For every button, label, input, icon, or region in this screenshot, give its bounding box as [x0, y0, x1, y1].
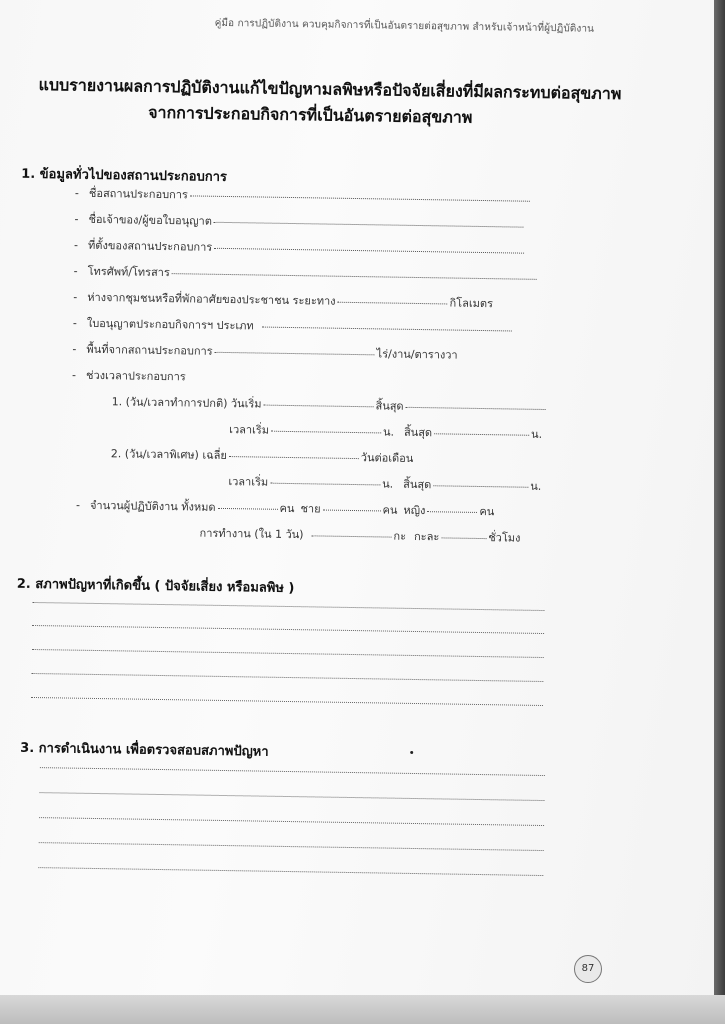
blank-hours-per-shift[interactable] — [441, 536, 486, 539]
label-normal-time-start: เวลาเริ่ม — [229, 423, 270, 437]
label-phone: โทรศัพท์/โทรสาร — [87, 264, 170, 280]
field-workers: - จำนวนผู้ปฏิบัติงาน ทั้งหมด คน ชาย คน หญิง คน — [76, 496, 495, 521]
section-2-blank-line-3[interactable] — [32, 649, 544, 658]
label-area-unit: ไร่/งาน/ตารางวา — [376, 347, 458, 362]
label-special-time-end: สิ้นสุด — [403, 477, 432, 492]
section-3-blank-line-4[interactable] — [39, 842, 544, 851]
label-special-hour-unit-2: น. — [530, 479, 542, 493]
blank-distance[interactable] — [338, 301, 448, 305]
label-person-3: คน — [479, 504, 495, 519]
running-header: คู่มือ การปฏิบัติงาน ควบคุมกิจการที่เป็นอันตรายต่อสุขภาพ สำหรับเจ้าหน้าที่ผู้ปฏิบัติงาน — [214, 17, 595, 35]
label-address: ที่ตั้งของสถานประกอบการ — [88, 238, 213, 254]
blank-workers-total[interactable] — [218, 507, 278, 510]
section-3-blank-line-1[interactable] — [40, 767, 545, 776]
field-hours: - ช่วงเวลาประกอบการ — [72, 366, 186, 386]
label-special-days: 2. (วัน/เวลาพิเศษ) เฉลี่ย — [110, 447, 227, 463]
label-distance: ห่างจากชุมชนหรือที่พักอาศัยของประชาชน ระยะทาง — [87, 290, 336, 308]
blank-license[interactable] — [262, 326, 512, 332]
background-surface-right — [714, 0, 725, 1024]
form-title-line-1: แบบรายงานผลการปฏิบัติงานแก้ไขปัญหามลพิษหรือปัจจัยเสี่ยงที่มีผลกระทบต่อสุขภาพ — [38, 75, 622, 104]
section-2-blank-line-1[interactable] — [32, 602, 544, 611]
stray-ink-dot — [410, 751, 413, 754]
label-workers: จำนวนผู้ปฏิบัติงาน ทั้งหมด — [89, 498, 216, 514]
label-female: หญิง — [403, 503, 426, 518]
label-special-time-start: เวลาเริ่ม — [228, 475, 269, 489]
page-number-badge: 87 — [574, 955, 602, 983]
label-person-1: คน — [279, 501, 295, 516]
label-owner: ชื่อเจ้าของ/ผู้ขอใบอนุญาต — [88, 212, 213, 228]
field-owner: - ชื่อเจ้าของ/ผู้ขอใบอนุญาต — [74, 210, 526, 235]
section-3-blank-line-3[interactable] — [39, 817, 544, 826]
label-normal-end: สิ้นสุด — [375, 399, 404, 413]
background-surface-bottom — [0, 995, 725, 1024]
field-special-times — [228, 472, 541, 495]
blank-owner[interactable] — [214, 221, 524, 228]
section-3-blank-line-2[interactable] — [40, 792, 545, 801]
blank-shift-count[interactable] — [311, 534, 391, 537]
label-normal-hour-unit-2: น. — [531, 427, 543, 441]
field-address: - ที่ตั้งของสถานประกอบการ — [74, 236, 526, 261]
blank-normal-end-day[interactable] — [406, 406, 546, 410]
section-2-blank-line-5[interactable] — [31, 697, 543, 706]
blank-special-average[interactable] — [229, 455, 359, 459]
blank-phone[interactable] — [172, 272, 537, 280]
blank-normal-time-end[interactable] — [434, 432, 529, 435]
label-special-hour-unit-1: น. — [382, 477, 394, 491]
label-per-month: วันต่อเดือน — [360, 451, 414, 465]
section-3-blank-line-5[interactable] — [38, 867, 543, 876]
section-2-heading: 2. สภาพปัญหาที่เกิดขึ้น ( ปัจจัยเสี่ยง หรือมลพิษ ) — [16, 576, 295, 597]
label-hours-unit: ชั่วโมง — [488, 531, 521, 545]
blank-special-time-start[interactable] — [270, 482, 380, 486]
label-shifts: การทำงาน (ใน 1 วัน) — [199, 526, 304, 542]
label-normal-days: 1. (วัน/เวลาทำการปกติ) วันเริ่ม — [111, 395, 262, 411]
field-license: - ใบอนุญาตประกอบกิจการฯ ประเภท — [73, 314, 514, 339]
field-business-name: - ชื่อสถานประกอบการ — [75, 184, 532, 209]
section-1-heading: 1. ข้อมูลทั่วไปของสถานประกอบการ — [21, 166, 228, 185]
label-per-shift: กะละ — [413, 529, 440, 544]
label-normal-hour-unit-1: น. — [382, 425, 395, 439]
label-hours: ช่วงเวลาประกอบการ — [85, 368, 186, 384]
form-title-line-2: จากการประกอบกิจการที่เป็นอันตรายต่อสุขภาพ — [148, 102, 473, 127]
section-2-blank-line-2[interactable] — [32, 625, 544, 634]
field-shifts — [199, 524, 520, 547]
section-2-blank-line-4[interactable] — [31, 673, 543, 682]
blank-business-name[interactable] — [190, 194, 530, 201]
field-area: - พื้นที่จากสถานประกอบการ ไร่/งาน/ตารางวา — [72, 340, 457, 364]
section-3-heading: 3. การดำเนินงาน เพื่อตรวจสอบสภาพปัญหา — [20, 740, 269, 760]
label-male: ชาย — [300, 502, 321, 516]
blank-workers-male[interactable] — [323, 509, 381, 512]
field-normal-days — [112, 392, 548, 417]
field-phone: - โทรศัพท์/โทรสาร — [74, 262, 539, 287]
label-distance-unit: กิโลเมตร — [449, 296, 494, 311]
blank-special-time-end[interactable] — [433, 484, 528, 487]
label-person-2: คน — [382, 503, 398, 517]
field-special-days — [111, 444, 414, 467]
blank-normal-time-start[interactable] — [271, 430, 381, 434]
field-normal-times — [229, 420, 542, 443]
blank-address[interactable] — [214, 247, 524, 254]
label-license: ใบอนุญาตประกอบกิจการฯ ประเภท — [86, 316, 254, 333]
label-business-name: ชื่อสถานประกอบการ — [88, 186, 188, 202]
blank-workers-female[interactable] — [427, 510, 477, 513]
label-normal-time-end: สิ้นสุด — [403, 425, 433, 440]
field-distance: - ห่างจากชุมชนหรือที่พักอาศัยของประชาชน ระยะทาง กิโลเมตร — [73, 288, 493, 313]
label-shift-unit: กะ — [393, 529, 407, 543]
blank-normal-start-day[interactable] — [264, 404, 374, 408]
blank-area[interactable] — [215, 351, 375, 356]
label-area: พื้นที่จากสถานประกอบการ — [86, 342, 213, 358]
